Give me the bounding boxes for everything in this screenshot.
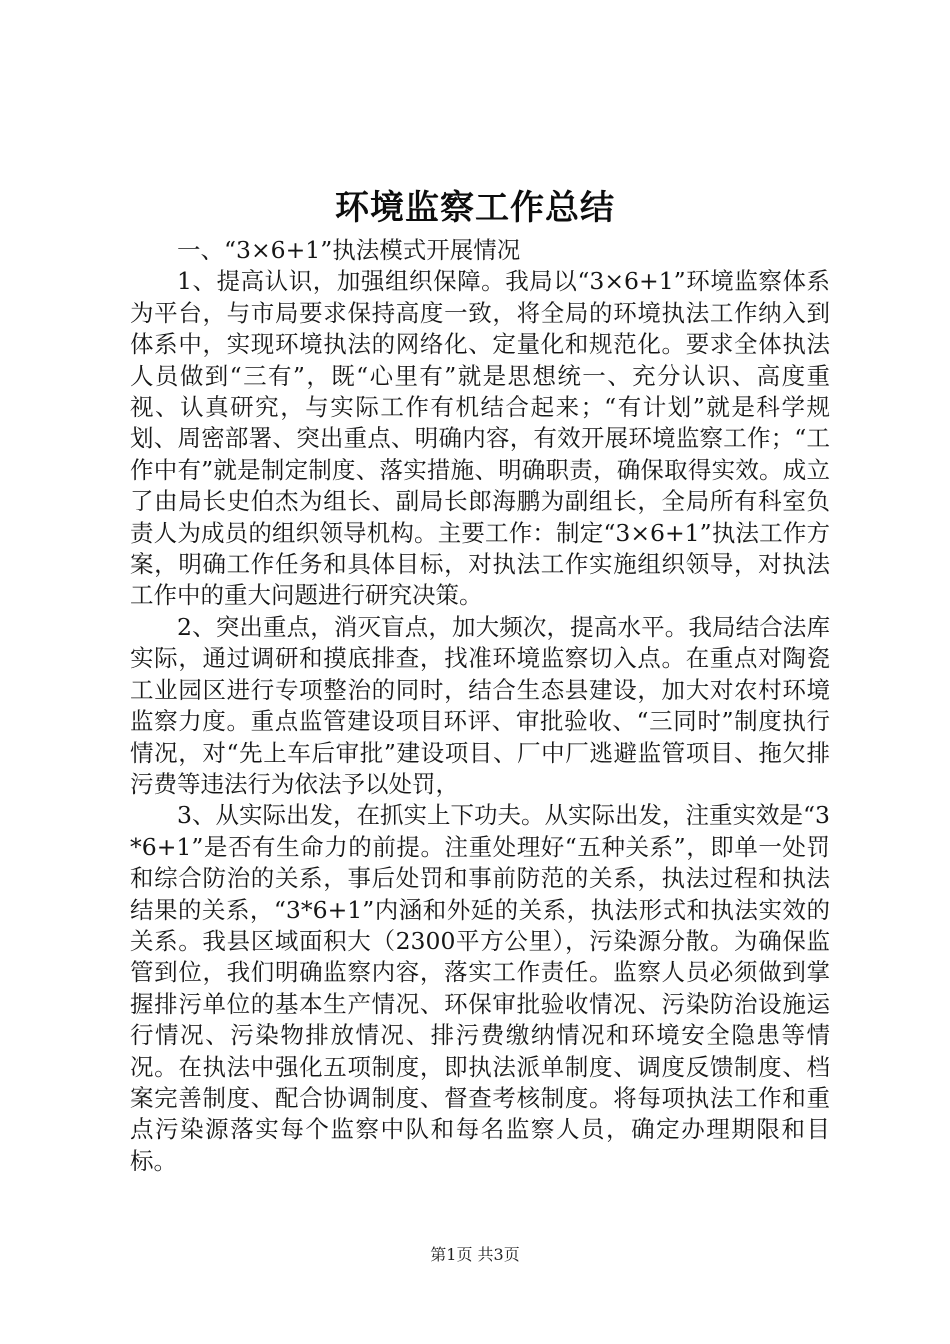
paragraph-1: 1、提高认识，加强组织保障。我局以“3×6+1”环境监察体系为平台，与市局要求保持高度一致，将全局的环境执法工作纳入到体系中，实现环境执法的网络化、定量化和规范化。要求全体执法人员做到“三有”，既“心里有”就是思想统一、充分认识、高度重视、认真研究，与实际工作有机结合起来；“有计划”就是科学规划、周密部署、突出重点、明确内容，有效开展环境监察工作；“工作中有”就是制定制度、落实措施、明确职责，确保取得实效。成立了由局长史伯杰为组长、副局长郎海鹏为副组长，全局所有科室负责人为成员的组织领导机构。主要工作：制定“3×6+1”执法工作方案，明确工作任务和具体目标，对执法工作实施组织领导，对执法工作中的重大问题进行研究决策。 — [130, 267, 830, 610]
section-heading: 一、“3×6+1”执法模式开展情况 — [177, 236, 521, 264]
document-body — [130, 235, 830, 1177]
document-title: 环境监察工作总结 — [335, 188, 615, 228]
page-footer: 第1页 共3页 — [430, 1245, 520, 1264]
paragraph-3: 3、从实际出发，在抓实上下功夫。从实际出发，注重实效是“3*6+1”是否有生命力的前提。注重处理好“五种关系”，即单一处罚和综合防治的关系，事后处罚和事前防范的关系，执法过程和执法结果的关系，“3*6+1”内涵和外延的关系，执法形式和执法实效的关系。我县区域面积大（2300平方公里），污染源分散。为确保监管到位，我们明确监察内容，落实工作责任。监察人员必须做到掌握排污单位的基本生产情况、环保审批验收情况、污染防治设施运行情况、污染物排放情况、排污费缴纳情况和环境安全隐患等情况。在执法中强化五项制度，即执法派单制度、调度反馈制度、档案完善制度、配合协调制度、督查考核制度。将每项执法工作和重点污染源落实每个监察中队和每名监察人员，确定办理期限和目标。 — [130, 801, 830, 1175]
paragraph-2: 2、突出重点，消灭盲点，加大频次，提高水平。我局结合法库实际，通过调研和摸底排查，找准环境监察切入点。在重点对陶瓷工业园区进行专项整治的同时，结合生态县建设，加大对农村环境监察力度。重点监管建设项目环评、审批验收、“三同时”制度执行情况，对“先上车后审批”建设项目、厂中厂逃避监管项目、拖欠排污费等违法行为依法予以处罚， — [130, 612, 830, 798]
